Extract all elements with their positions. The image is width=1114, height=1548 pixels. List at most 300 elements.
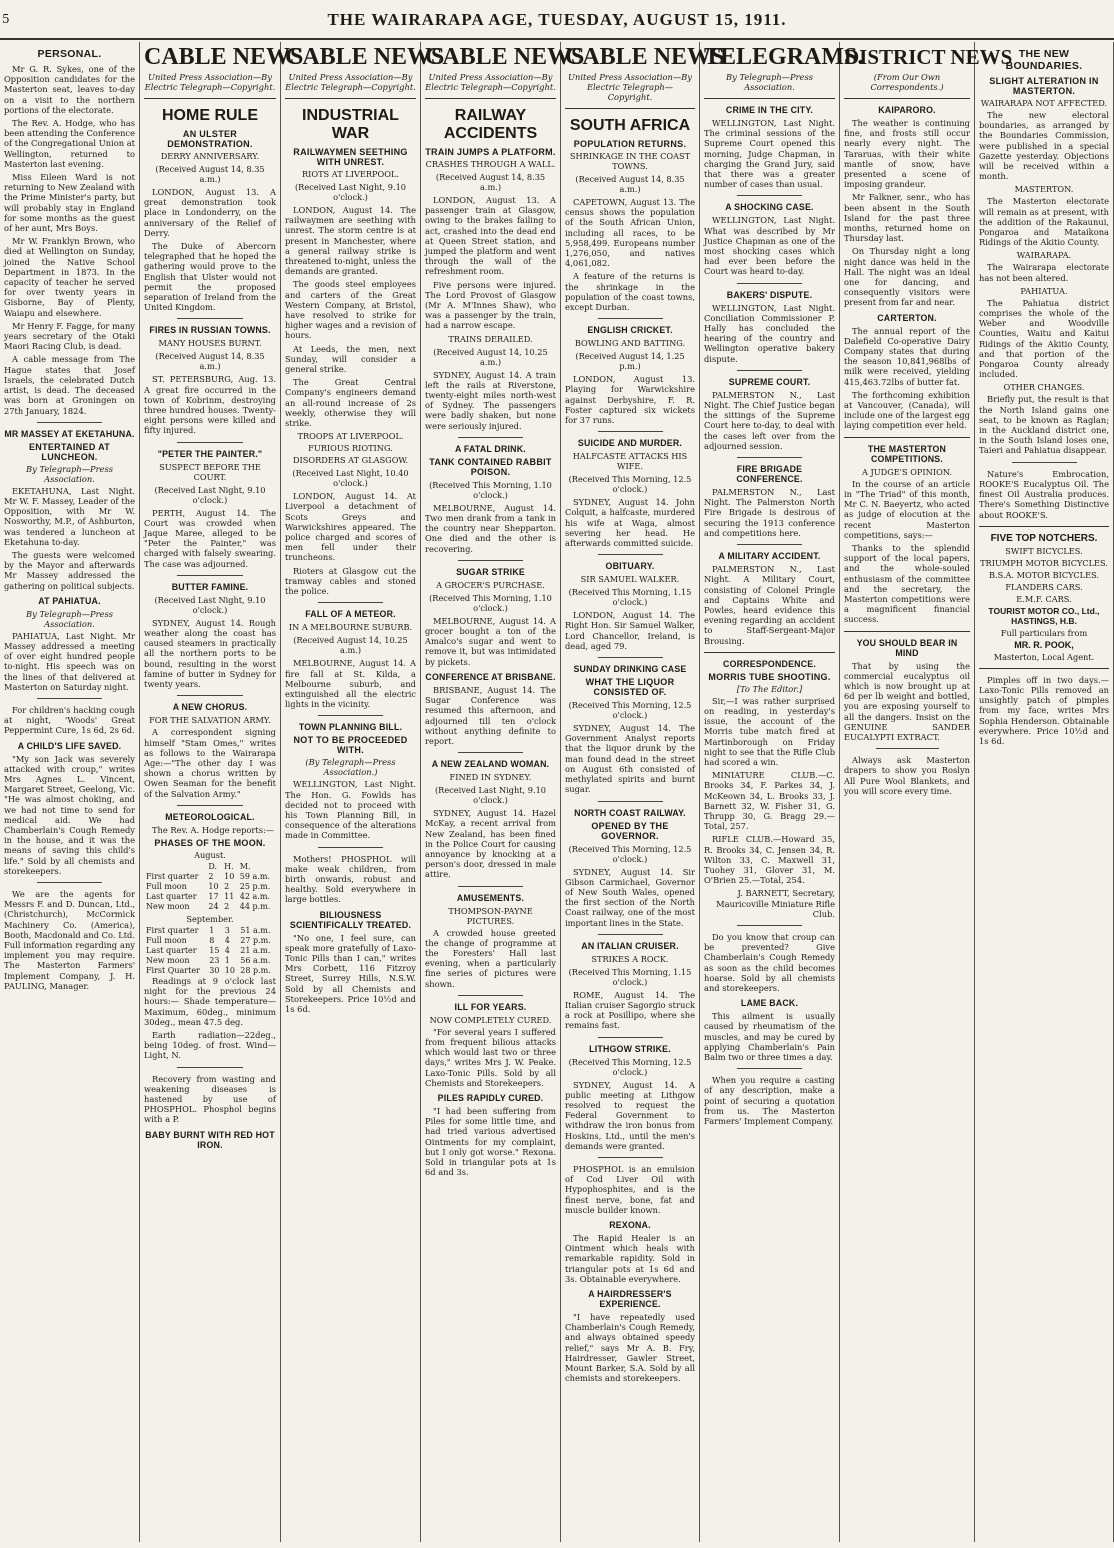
moon-cell: 56 a.m. — [240, 955, 271, 965]
received-time: (Received Last Night, 9.10 o'clock.) — [434, 785, 546, 806]
paragraph: Do you know that croup can be prevented? Give Chamberlain's Cough Remedy as soon as the child becomes hoarse. Sold by all chemists and storekeepers. — [704, 931, 835, 993]
moon-month: September. — [186, 913, 234, 924]
paragraph: The annual report of the Dalefield Co-operative Dairy Company states that during the season 10,841,968lbs of milk were received, yielding 415,463.72lbs of butter fat. — [844, 325, 970, 387]
heading-lithgow-strike: LITHGOW STRIKE. — [589, 1043, 671, 1054]
divider — [598, 801, 663, 802]
divider — [318, 715, 384, 716]
heading-personal: PERSONAL. — [37, 48, 102, 60]
heading-north-coast-railway: NORTH COAST RAILWAY. — [574, 807, 686, 818]
paragraph: Briefly put, the result is that the North Island gains one seat, to be known as Raglan; in the Auckland district one, in the South Island loses one, Taieri and Pahiatua disappear. — [979, 394, 1109, 456]
heading-fatal-drink: A FATAL DRINK. — [455, 443, 526, 454]
moon-cell: First quarter — [146, 925, 199, 935]
paragraph: The Rev. A. Hodge, who has been attending the Conference of the Congregational Union at Wellington, returned to Masterton last evening. — [4, 118, 135, 169]
column-personal — [0, 42, 140, 1542]
heading-sunday-drinking: SUNDAY DRINKING CASE — [573, 664, 687, 675]
subheading: HALFCASTE ATTACKS HIS WIFE. — [572, 451, 688, 472]
subheading: ENTERTAINED AT LUNCHEON. — [28, 441, 111, 462]
paragraph: "No one, I feel sure, can speak more gratefully of Laxo-Tonic Pills than I can," writes Mrs Corbett, 116 Fitzroy Street, Surrey Hills, N.S.W. Sold by all Chemists and Storekeepers. Price 10½d and 1s 6d. — [285, 932, 416, 1014]
heading-butter: BUTTER FAMINE. — [171, 581, 249, 592]
signature: J. BARNETT, Secretary, Mauricoville Miniature Rifle Club. — [716, 888, 835, 919]
paragraph: The weather is continuing fine, and frosts still occur nearly every night. The Tararuas, with their white mantle of snow, have presented a scene of imposing grandeur. — [844, 118, 970, 190]
moon-col — [144, 862, 206, 872]
subheading: OTHER CHANGES. — [1003, 382, 1085, 393]
moon-cell: 59 a.m. — [239, 871, 270, 881]
ad-item: TRIUMPH MOTOR BICYCLES. — [980, 557, 1108, 568]
byline: United Press Association—By Electric Telegraph—Copyright. — [285, 72, 416, 92]
paragraph: When you require a casting of any description, make a point of securing a quotation from us. The Masterton Farmers' Implement Company. — [704, 1075, 835, 1127]
heading-conference: CONFERENCE AT BRISBANE. — [425, 671, 556, 682]
heading-nz-woman: A NEW ZEALAND WOMAN. — [431, 759, 550, 770]
heading-kaiparoro: KAIPARORO. — [878, 105, 936, 115]
moon-cell: Last quarter — [146, 945, 197, 955]
paragraph: LONDON, August 13. A great demonstration took place in Londonderry, on the anniversary of the Relief of Derry. — [144, 187, 276, 238]
column-cable-news-4 — [561, 42, 725, 1542]
paragraph: PALMERSTON N., Last Night. The Chief Justice began the sittings of the Supreme Court here to-day, to deal with the cases left over from the adjourned session. — [704, 389, 835, 451]
newspaper-title: THE WAIRARAPA AGE, TUESDAY, AUGUST 15, 1911. — [327, 10, 787, 29]
subheading: TROOPS AT LIVERPOOL. — [297, 431, 404, 442]
column-cable-news-2 — [281, 42, 445, 1542]
paragraph: The goods steel employees and carters of the Great Western Company, at Bristol, have resolved to strike for higher wages and a revision of hours. — [285, 279, 416, 341]
heading-supreme-court: SUPREME COURT. — [728, 376, 811, 387]
heading-shocking-case: A SHOCKING CASE. — [725, 202, 814, 213]
subheading: FOR THE SALVATION ARMY. — [149, 715, 271, 726]
divider — [37, 882, 103, 883]
paragraph: WELLINGTON, Last Night. The criminal sessions of the Supreme Court opened this morning, Judge Chapman, in charging the Grand Jury, said that there was a greater number of cases than usual. — [704, 118, 835, 190]
paragraph: PALMERSTON N., Last Night. The Palmerston North Fire Brigade is desirous of securing the 1913 conference and competitions here. — [704, 487, 835, 538]
paragraph: The guests were welcomed by the Mayor and afterwards Mr Massey addressed the gathering on political subjects. — [4, 549, 135, 591]
ad-agent: MR. R. POOK, — [1014, 639, 1074, 650]
moon-cell: 2 — [208, 871, 214, 881]
byline: (By Telegraph—Press Association.) — [305, 757, 396, 778]
heading-massey: MR MASSEY AT EKETAHUNA. — [4, 428, 135, 439]
moon-cell: 25 p.m. — [239, 881, 271, 891]
subheading: AN ULSTER DEMONSTRATION. — [167, 129, 253, 149]
heading-competitions: THE MASTERTON COMPETITIONS. — [867, 443, 947, 464]
subheading: BOWLING AND BATTING. — [574, 338, 686, 349]
paragraph: "I have repeatedly used Chamberlain's Cough Remedy, and always obtained speedy relief," says Mr A. B. Fry, Hairdresser, Gawler Street, Mount Barker, S.A. Sold by all chemists and storekeepers. — [565, 1311, 695, 1384]
byline: United Press Association—By Electric Telegraph—Copyright. — [425, 72, 556, 92]
subheading: SHRINKAGE IN THE COAST TOWNS. — [569, 151, 691, 171]
byline: United Press Association—By Electric Telegraph—Copyright. — [144, 72, 276, 92]
subheading: SIR SAMUEL WALKER. — [580, 574, 680, 585]
divider — [37, 422, 103, 423]
paragraph: Mr G. R. Sykes, one of the Opposition candidates for the Masterton seat, leaves to-day on a visit to the northern portions of the electorate. — [4, 64, 135, 115]
moon-cell: 2 — [224, 901, 230, 911]
paragraph: LONDON, August 13. A passenger train at Glasgow, owing to the brakes failing to act, crashed into the dead end at Queen Street station, and jumped the platform and went through the wall of the refreshment room. — [425, 195, 556, 277]
heading-obituary: OBITUARY. — [605, 561, 655, 572]
paragraph: The forthcoming exhibition at Vancouver, (Canada), will include one of the largest egg laying competition ever held. — [844, 389, 970, 431]
moon-cell: Full moon — [146, 881, 187, 891]
paragraph: We are the agents for Messrs F. and D. Duncan, Ltd., (Christchurch), McCormick Machinery Co. (America), Booth, Macdonald and Co. Ltd. Full information regarding any implement you may require. The Masterton Farmers' Implement Company, J. H. PAULING, Manager. — [4, 889, 135, 991]
moon-cell: 8 — [209, 935, 215, 945]
subheading: RIOTS AT LIVERPOOL. — [301, 169, 399, 179]
paragraph: Always ask Masterton drapers to show you Roslyn All Pure Wool Blankets, and you will score every time. — [844, 755, 970, 796]
heading-south-africa: SOUTH AFRICA — [569, 117, 691, 134]
moon-cell: 1 — [224, 955, 230, 965]
moon-cell: 27 p.m. — [240, 935, 271, 945]
heading-industrial-war: INDUSTRIAL WAR — [302, 107, 399, 142]
paragraph: The Masterton electorate will remain as at present, with the addition of the Rakaunui, Pongaroa and Mataikona Ridings of the Akitio County. — [979, 196, 1109, 248]
subheading: PHASES OF THE MOON. — [154, 837, 266, 848]
divider — [737, 195, 803, 196]
divider — [704, 98, 835, 99]
ad-particulars: Full particulars from — [1000, 627, 1088, 638]
received-time: (Received August 14, 1.25 p.m.) — [575, 351, 685, 372]
paragraph: The Great Central Company's engineers demand an all-round increase of 2s weekly, otherwise they will strike. — [285, 377, 416, 429]
paragraph: This ailment is usually caused by rheumatism of the muscles, and may be cured by applying Chamberlain's Pain Balm two or three times a day. — [704, 1011, 835, 1063]
ad-company: TOURIST MOTOR CO., Ltd., HASTINGS, H.B. — [988, 605, 1100, 626]
received-time: (Received Last Night, 9.10 o'clock.) — [294, 182, 406, 202]
divider — [565, 108, 695, 109]
heading-new-boundaries: THE NEW BOUNDARIES. — [1005, 48, 1083, 72]
received-time: (Received August 14, 8.35 a.m.) — [155, 164, 265, 184]
paragraph: LONDON, August 14. At Liverpool a detachment of Scots Greys and Warwickshires appeared. The police charged and scores of men fell under their truncheons. — [285, 491, 416, 563]
paragraph: A feature of the returns is the shrinkage in the population of the coast towns, except Durban. — [565, 271, 695, 313]
divider — [458, 752, 524, 753]
subheading: FINED IN SYDNEY. — [449, 772, 532, 783]
moon-cell: 23 — [209, 955, 220, 965]
paragraph: MELBOURNE, August 14. A grocer bought a ton of the Amalco's sugar and went to remove it, but was intimidated by pickets. — [425, 615, 556, 667]
heading-chorus: A NEW CHORUS. — [172, 702, 248, 713]
received-time: (Received This Morning, 1.15 o'clock.) — [568, 966, 692, 987]
divider — [458, 886, 524, 887]
paragraph: Mothers! PHOSPHOL will make weak children, from birth onwards, robust and healthy. Sold everywhere in large bottles. — [285, 853, 416, 905]
divider — [844, 631, 970, 632]
paragraph: SYDNEY, August 14. The Government Analyst reports that the liquor drunk by the man found dead in the street on August 6th consisted of methylated spirits and burnt sugar. — [565, 723, 695, 795]
divider — [737, 1068, 803, 1069]
moon-cell: 42 a.m. — [239, 891, 270, 901]
paragraph: Pimples off in two days.—Laxo-Tonic Pills removed an unsightly patch of pimples from my face, writes Mrs Sophia Henderson. Obtainable everywhere. Price 10½d and 1s 6d. — [979, 674, 1109, 746]
subheading: DISORDERS AT GLASGOW. — [292, 455, 409, 466]
heading-fires: FIRES IN RUSSIAN TOWNS. — [149, 325, 271, 336]
heading-bakers-dispute: BAKERS' DISPUTE. — [726, 289, 813, 300]
paragraph: "I had been suffering from Piles for some little time, and had tried various advertised Ointments for my complaint, but I only got worse." Rexona. Sold in triangular pots at 1s 6d and 3s. — [425, 1105, 556, 1178]
paragraph: That by using the commercial eucalyptus oil which is now brought up at 6d per lb weight and bottled, you are exposing yourself to all the dangers. Insist on the GENUINE SANDER EUCALYPTI EXTRACT. — [844, 660, 970, 742]
paragraph: Recovery from wasting and weakening diseases is hastened by use of PHOSPHOL. Phosphol begins with a P. — [144, 1073, 276, 1125]
paragraph: CAPETOWN, August 13. The census shows the population of the South African Union, including all races, to be 5,958,499. Europeans number 1,276,050, and natives 4,061,082. — [565, 197, 695, 269]
subheading: TRAINS DERAILED. — [448, 333, 533, 344]
moon-cell: 10 — [208, 881, 219, 891]
ad-agent-location: Masterton, Local Agent. — [993, 651, 1095, 662]
column-new-boundaries — [975, 42, 1114, 1542]
page-number: 5 — [2, 12, 10, 26]
paragraph: On Thursday night a long night dance was held in the Hall. The night was an ideal one for dancing, and consequently visitors were present from far and near. — [844, 246, 970, 308]
moon-cell: 28 p.m. — [240, 965, 271, 975]
divider — [598, 431, 663, 432]
heading-crime: CRIME IN THE CITY. — [725, 105, 814, 115]
divider — [737, 283, 803, 284]
divider — [318, 602, 384, 603]
paragraph: Earth radiation—22deg., being 10deg. of frost. Wind—Light, N. — [144, 1029, 276, 1061]
heading-amusements: AMUSEMENTS. — [456, 892, 525, 903]
moon-cell: 2 — [224, 881, 230, 891]
divider — [177, 1067, 243, 1068]
moon-cell: New moon — [146, 901, 190, 911]
subheading: TANK CONTAINED RABBIT POISON. — [429, 456, 552, 477]
heading-piles: PILES RAPIDLY CURED. — [437, 1092, 544, 1103]
paragraph: EKETAHUNA, Last Night. Mr W. F. Massey, Leader of the Opposition, with Mr W. Nosworthy, M.P., of Ashburton, was tendered a luncheon at Eketahuna to-day. — [4, 485, 135, 547]
divider — [704, 652, 835, 653]
paragraph: SYDNEY, August 14. John Colquit, a halfcaste, murdered his wife at Waga, almost severing her head. He afterwards committed suicide. — [565, 497, 695, 549]
paragraph: The Rapid Healer is an Ointment which heals with remarkable rapidity. Sold in triangular pots at 1s 6d and 3s. Obtainable everywhere. — [565, 1232, 695, 1284]
subheading: SUSPECT BEFORE THE COURT. — [159, 461, 261, 482]
divider — [598, 1157, 663, 1158]
column-telegrams — [700, 42, 864, 1542]
subheading: IN A MELBOURNE SUBURB. — [288, 622, 413, 633]
subheading: WAIRARAPA. — [1016, 250, 1072, 261]
divider — [37, 698, 103, 699]
paragraph: Mr Falkner, senr., who has been absent in the South Island for the past three months, returned home on Thursday last. — [844, 192, 970, 244]
received-time: (Received This Morning, 1.15 o'clock.) — [568, 587, 692, 608]
heading-baby: BABY BURNT WITH RED HOT IRON. — [145, 1129, 275, 1150]
subheading: A JUDGE'S OPINION. — [861, 466, 953, 477]
heading-hairdresser: A HAIRDRESSER'S EXPERIENCE. — [588, 1288, 672, 1309]
heading-lame-back: LAME BACK. — [740, 998, 799, 1009]
heading-railway-accidents: RAILWAY ACCIDENTS — [443, 107, 538, 142]
column-banner: CABLE NEWS — [144, 44, 304, 70]
paragraph: LONDON, August 14. The railwaymen are seething with unrest. The storm centre is at present in Manchester, where a general railway strike is threatened to-night, unless the demands are granted. — [285, 205, 416, 277]
subheading: PAHIATUA. — [1020, 285, 1068, 296]
received-time: (Received Last Night, 9.10 o'clock.) — [154, 594, 266, 615]
heading-sugar-strike: SUGAR STRIKE — [456, 566, 525, 577]
heading-child: A CHILD'S LIFE SAVED. — [17, 740, 122, 751]
divider — [737, 925, 803, 926]
column-cable-news-3 — [421, 42, 585, 1542]
moon-cell: 24 — [208, 901, 219, 911]
divider — [425, 98, 556, 99]
paragraph: The Rev. A. Hodge reports:— — [152, 824, 275, 835]
heading-peter-painter: "PETER THE PAINTER." — [157, 448, 263, 459]
advertisement-motor-co — [979, 526, 1109, 669]
paragraph: The Duke of Abercorn telegraphed that he hoped the gathering would prove to the English that Ulster would not permit the proposed separation of Ireland from the United Kingdom. — [144, 241, 276, 313]
subheading: FURIOUS RIOTING. — [308, 443, 393, 454]
subheading: NOW COMPLETELY CURED. — [429, 1014, 552, 1025]
paragraph: WELLINGTON, Last Night. Conciliation Commissioner P. Hally has concluded the hearing of the country and Wellington operative bakery dispute. — [704, 302, 835, 364]
paragraph: SYDNEY, August 14. Sir Gibson Carmichael, Governor of New South Wales, opened the first section of the North Coast railway, one of the most important lines in the State. — [565, 866, 695, 928]
divider — [598, 554, 663, 555]
divider — [177, 442, 243, 443]
moon-cell: 3 — [224, 925, 230, 935]
received-time: (Received This Morning, 12.5 o'clock.) — [568, 843, 692, 864]
paragraph: Nature's Embrocation, ROOKE'S Eucalyptus Oil. The finest Oil Australia produces. There's Something Distinctive about ROOKE'S. — [979, 468, 1109, 520]
moon-cell: First Quarter — [146, 965, 200, 975]
divider — [177, 805, 243, 806]
divider — [458, 995, 524, 996]
paragraph: A cable message from The Hague states that Josef Israels, the celebrated Dutch artist, is dead. The deceased was born at Groningen on 27th January, 1824. — [4, 354, 135, 416]
heading-military-accident: A MILITARY ACCIDENT. — [718, 551, 821, 562]
subheading: OPENED BY THE GOVERNOR. — [591, 820, 669, 841]
subheading: POPULATION RETURNS. — [573, 139, 687, 149]
column-banner: CABLE NEWS — [285, 44, 445, 70]
moon-cell: 51 a.m. — [240, 925, 271, 935]
byline: By Telegraph—Press Association. — [726, 72, 813, 92]
received-time: (Received Last Night, 9.10 o'clock.) — [154, 484, 266, 505]
paragraph: LONDON, August 14. The Right Hon. Sir Samuel Walker, Lord Chancellor, Ireland, is dead, aged 79. — [565, 610, 695, 651]
paragraph: A correspondent signing himself "Stam Omes," writes as follows to the Wairarapa Age:—"The other day I was shown a chorus written by Owen Seaman for the benefit of the Salvation Army." — [144, 727, 276, 799]
byline: By Telegraph—Press Association. — [26, 463, 113, 484]
heading-fire-brigade: FIRE BRIGADE CONFERENCE. — [736, 464, 803, 485]
paragraph: RIFLE CLUB.—Howard 35, R. Brooks 34, C. Jensen 34, R. Wilton 33, C. Maxwell 31, Tuohey 31, Glover 31, M. O'Brien 25.—Total, 254. — [704, 834, 835, 886]
column-district-news — [840, 42, 1013, 1542]
paragraph: MELBOURNE, August 14. A fire fall at St. Kilda, a Melbourne suburb, and extinguished all the electric lights in the vicinity. — [285, 658, 416, 710]
heading-carterton: CARTERTON. — [877, 312, 937, 323]
divider — [318, 847, 384, 848]
divider — [177, 318, 243, 319]
received-time: (Received August 14, 8.35 a.m.) — [575, 174, 685, 194]
heading-suicide: SUICIDE AND MURDER. — [577, 438, 683, 449]
moon-cell: 11 — [224, 891, 235, 901]
column-banner: CABLE NEWS — [425, 44, 585, 70]
paragraph: MINIATURE CLUB.—C. Brooks 34, F. Parkes 34, J. McKeown 34, L. Brooks 33, J. Barnett 32, W. Fisher 31, G. Thrupp 30, G. Bragg 29.—Total, 257. — [704, 770, 835, 832]
divider — [876, 748, 939, 749]
heading-pahiatua: AT PAHIATUA. — [38, 595, 101, 606]
paragraph: A crowded house greeted the change of programme at the Foresters' Hall last evening, when a particularly fine series of pictures were shown. — [425, 927, 556, 989]
received-time: (Received This Morning, 12.5 o'clock.) — [568, 700, 692, 721]
subheading: RAILWAYMEN SEETHING WITH UNREST. — [293, 147, 408, 167]
paragraph: SYDNEY, August 14. Rough weather along the coast has caused steamers in practically all the northern ports to be bound, resulting in the worst famine of butter in Sydney for twenty years. — [144, 617, 276, 690]
moon-cell: 10 — [224, 965, 235, 975]
paragraph: LONDON, August 13. Playing for Warwickshire against Derbyshire, F. R. Foster captured six wickets for 37 runs. — [565, 374, 695, 426]
moon-cell: 15 — [209, 945, 220, 955]
paragraph: MELBOURNE, August 14. Two men drank from a tank in the country near Shepparton. One died and the other is recovering. — [425, 502, 556, 554]
ad-item: SWIFT BICYCLES. — [1005, 545, 1083, 556]
subheading: A GROCER'S PURCHASE. — [436, 579, 545, 590]
paragraph: ST. PETERSBURG, Aug. 13. A great fire occurred in the town of Kobrinm, destroying three hundred houses. Twenty-eight persons were killed and fifty injured. — [144, 374, 276, 436]
subheading: STRIKES A ROCK. — [591, 953, 669, 964]
moon-cell: 4 — [224, 945, 230, 955]
paragraph: SYDNEY, August 14. A train left the rails at Riverstone, twenty-eight miles north-west of Sydney. The passengers were badly shaken, but none were seriously injured. — [425, 369, 556, 431]
paragraph: Thanks to the splendid support of the local papers, and the whole-souled enthusiasm of the committee and the secretary, the Masterton competitions were a magnificent financial success. — [844, 542, 970, 625]
ad-item: FLANDERS CARS. — [1005, 581, 1083, 592]
byline: By Telegraph—Press Association. — [26, 608, 113, 629]
divider — [177, 575, 243, 576]
received-time: (Received August 14, 10.25 a.m.) — [433, 346, 548, 367]
paragraph: PAHIATUA, Last Night. Mr Massey addressed a meeting of over eight hundred people to-night. His speech was on the lines of that delivered at Masterton on Saturday night. — [4, 630, 135, 692]
heading-ill-for-years: ILL FOR YEARS. — [454, 1001, 527, 1012]
paragraph: PALMERSTON N., Last Night. A Military Court, consisting of Colonel Pringle and Captains White and Powles, heard evidence this evening regarding an accident to Staff-Sergeant-Major Brousing. — [704, 564, 835, 646]
paragraph: Rioters at Glasgow cut the tramway cables and stoned the police. — [285, 565, 416, 597]
received-time: (Received This Morning, 12.5 o'clock.) — [568, 474, 692, 495]
divider — [598, 657, 663, 658]
moon-table-august — [144, 862, 276, 912]
moon-cell: 17 — [208, 891, 219, 901]
divider — [598, 934, 663, 935]
paragraph: Miss Eileen Ward is not returning to New Zealand with the Prime Minister's party, but will probably stay in England for some months as the guest of her aunt, Mrs Boys. — [4, 172, 135, 234]
paragraph: The Pahiatua district comprises the whole of the Weber and Woodville Counties, Waitu and Kaitui Ridings of the Akitio County, and that portion of the Pongaroa County already included. — [979, 297, 1109, 380]
paragraph: Mr Henry F. Fagge, for many years secretary of the Otaki Maori Racing Club, is dead. — [4, 320, 135, 352]
column-banner: TELEGRAMS. — [704, 44, 864, 70]
divider — [844, 98, 970, 99]
paragraph: Five persons were injured. The Lord Provost of Glasgow (Mr A. M'Innes Shaw), who was a passenger by the train, had a narrow escape. — [425, 279, 556, 331]
divider — [737, 544, 803, 545]
divider — [844, 437, 970, 438]
paragraph: The Wairarapa electorate has not been altered. — [979, 262, 1109, 283]
received-time: (Received Last Night, 10.40 o'clock.) — [292, 468, 409, 489]
column-banner: DISTRICT NEWS — [844, 45, 1013, 69]
ad-heading: FIVE TOP NOTCHERS. — [990, 532, 1098, 544]
moon-cell: 10 — [224, 871, 235, 881]
heading-meteor: FALL OF A METEOR. — [305, 609, 396, 620]
moon-cell: 1 — [209, 925, 215, 935]
paragraph: The new electoral boundaries, as arranged by the Boundaries Commission, were published in a special Gazette yesterday. Objections will be received within a month. — [979, 110, 1109, 182]
paragraph: In the course of an article in "The Triad" of this month, Mr C. N. Baeyertz, who acted as judge of elocution at the recent Masterton competitions, says:— — [844, 478, 970, 540]
moon-cell: 30 — [209, 965, 220, 975]
subheading: DERRY ANNIVERSARY. — [160, 151, 260, 161]
paragraph: WELLINGTON, Last Night. The Hon. G. Fowlds has decided not to proceed with his Town Planning Bill, in consequence of the alterations made in Committee. — [285, 779, 416, 841]
paragraph: WELLINGTON, Last Night. What was described by Mr Justice Chapman as one of the most shocking cases which had ever been before the Court was heard to-day. — [704, 215, 835, 277]
received-time: (Received This Morning, 12.5 o'clock.) — [568, 1056, 692, 1077]
heading-meteorological: METEOROLOGICAL. — [165, 811, 255, 822]
ad-item: E.M.F. CARS. — [1016, 593, 1072, 604]
divider — [1012, 462, 1077, 463]
byline: United Press Association—By Electric Telegraph—Copyright. — [568, 72, 692, 102]
paragraph: ROME, August 14. The Italian cruiser Sagorgio struck a rock at Posillipo, where she remains fast. — [565, 989, 695, 1031]
masthead — [0, 0, 1114, 40]
subheading: NOT TO BE PROCEEDED WITH. — [293, 735, 408, 756]
byline: (From Our Own Correspondents.) — [870, 72, 944, 92]
subheading: WHAT THE LIQUOR CONSISTED OF. — [585, 677, 675, 698]
received-time: (Received August 14, 8.35 a.m.) — [435, 172, 546, 192]
divider — [598, 318, 663, 319]
divider — [177, 695, 243, 696]
subheading: WAIRARAPA NOT AFFECTED. — [980, 98, 1108, 108]
paragraph: PERTH, August 14. The Court was crowded when Jaque Maree, alleged to be "Peter the Painter," was charged with falsely swearing. The case was adjourned. — [144, 507, 276, 569]
subheading: MORRIS TUBE SHOOTING. — [708, 671, 831, 682]
column-cable-news-1 — [140, 42, 304, 1542]
moon-table-september — [144, 926, 276, 976]
subheading: MANY HOUSES BURNT. — [158, 338, 262, 349]
moon-cell: Full moon — [146, 935, 187, 945]
paragraph: Sir,—I was rather surprised on reading, in yesterday's issue, the account of the Morris tube match fired at Martinborough on Friday night to see that the Rifle Club had scored a win. — [704, 695, 835, 767]
heading-town-planning: TOWN PLANNING BILL. — [298, 722, 403, 733]
moon-cell: 44 p.m. — [239, 901, 271, 911]
moon-cell: New moon — [146, 955, 190, 965]
paragraph: At Leeds, the men, next Sunday, will consider a general strike. — [285, 343, 416, 375]
divider — [144, 98, 276, 99]
paragraph: Readings at 9 o'clock last night for the previous 24 hours:— Shade temperature—Maximum, 60deg., minimum 30deg., mean 47.5 deg. — [144, 975, 276, 1027]
heading-bear-in-mind: YOU SHOULD BEAR IN MIND — [856, 637, 958, 658]
column-banner: CABLE NEWS — [565, 44, 725, 70]
divider — [285, 98, 416, 99]
to-the-editor: [To The Editor.] — [736, 683, 803, 694]
paragraph: For children's hacking cough at night, 'Woods' Great Peppermint Cure, 1s 6d, 2s 6d. — [4, 704, 135, 736]
moon-col: H. — [224, 861, 234, 871]
ad-item: B.S.A. MOTOR BICYCLES. — [988, 569, 1100, 580]
received-time: (Received August 14, 8.35 a.m.) — [155, 351, 265, 372]
divider — [458, 560, 524, 561]
divider — [598, 1037, 663, 1038]
heading-biliousness: BILIOUSNESS SCIENTIFICALLY TREATED. — [289, 909, 412, 930]
received-time: (Received August 14, 10.25 a.m.) — [293, 635, 408, 656]
paragraph: "My son Jack was severely attacked with croup," writes Mrs Agnes L. Vincent, Margaret Street, Geelong, Vic. "He was almost choking, and we had not time to send for medical aid. We had Chamberlain's Cough Remedy in the house, and it was the means of saving this child's life." Sold by all chemists and storekeepers. — [4, 753, 135, 876]
heading-italian-cruiser: AN ITALIAN CRUISER. — [581, 940, 679, 951]
paragraph: Mr W. Franklyn Brown, who died at Wellington on Sunday, joined the Native School Department in 1873. In the capacity of teacher he served for over twenty years in Gisborne, Bay of Plenty, Waiapu and elsewhere. — [4, 236, 135, 318]
moon-cell: Last quarter — [146, 891, 197, 901]
paragraph: PHOSPHOL is an emulsion of Cod Liver Oil with Hypophosphites, and is the finest nerve, bone, fat and muscle builder known. — [565, 1163, 695, 1215]
received-time: (Received This Morning, 1.10 o'clock.) — [429, 479, 552, 500]
divider — [737, 370, 803, 371]
divider — [737, 457, 803, 458]
paragraph: SYDNEY, August 14. A public meeting at Lithgow resolved to request the Federal Government to withdraw the iron bonus from Hoskins, Ltd., until the men's demands were granted. — [565, 1079, 695, 1151]
subheading: MASTERTON. — [1014, 184, 1074, 195]
received-time: (Received This Morning, 1.10 o'clock.) — [429, 592, 552, 613]
subheading: SLIGHT ALTERATION IN MASTERTON. — [989, 76, 1099, 96]
paragraph: SYDNEY, August 14. Hazel McKay, a recent arrival from New Zealand, has been fined in the Police Court for causing annoyance by knocking at a person's door, dressed in male attire. — [425, 808, 556, 880]
subheading: THOMPSON-PAYNE PICTURES. — [448, 905, 533, 926]
paragraph: BRISBANE, August 14. The Sugar Conference was resumed this afternoon, and adjourned till ten o'clock without anything definite to report. — [425, 684, 556, 746]
moon-month: August. — [194, 849, 226, 860]
heading-home-rule: HOME RULE — [162, 107, 258, 124]
